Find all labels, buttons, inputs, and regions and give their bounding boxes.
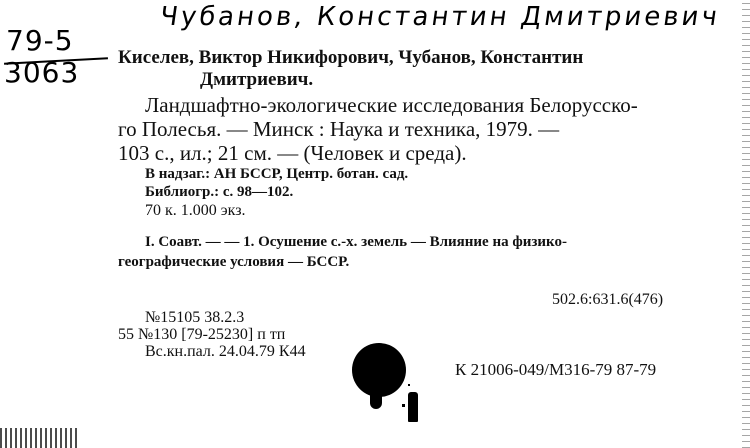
handwritten-author-note: Чубанов, Константин Дмитриевич <box>157 2 723 32</box>
ink-speck <box>402 404 405 407</box>
authors-heading-continued: Дмитриевич. <box>200 69 314 90</box>
registry-line-1: №15105 38.2.3 <box>145 309 245 326</box>
scan-edge-noise-right <box>742 0 750 448</box>
ink-speck <box>408 384 410 386</box>
scan-edge-noise <box>0 428 80 448</box>
title-line-3: 103 с., ил.; 21 см. — (Человек и среда). <box>118 141 467 165</box>
title-line-2: го Полесья. — Минск : Наука и техника, 1979. — <box>118 117 560 141</box>
authors-heading: Киселев, Виктор Никифорович, Чубанов, Константин <box>118 47 584 68</box>
registry-line-3: Вс.кн.пал. 24.04.79 К44 <box>145 343 306 360</box>
udc-classification: 502.6:631.6(476) <box>552 291 664 308</box>
handwritten-call-number-top: 79-5 <box>6 24 74 57</box>
note-institution: В надзаг.: АН БССР, Центр. ботан. сад. <box>145 166 409 182</box>
title-line-1: Ландшафтно-экологические исследования Белорусско- <box>145 93 638 117</box>
note-bibliography: Библиогр.: с. 98—102. <box>145 184 294 200</box>
handwritten-call-number-bottom: 3063 <box>4 56 80 89</box>
ink-smudge <box>408 392 418 422</box>
card-index-code: К 21006-049/М316-79 87-79 <box>455 360 657 379</box>
subject-line-2: географические условия — БССР. <box>118 254 350 270</box>
ink-blot-drip <box>370 395 382 409</box>
note-price-print-run: 70 к. 1.000 экз. <box>145 202 246 219</box>
registry-line-2: 55 №130 [79-25230] п тп <box>118 326 286 343</box>
ink-blot <box>352 343 406 397</box>
subject-line-1: I. Соавт. — — 1. Осушение с.-х. земель — Влияние на физико- <box>145 234 567 250</box>
